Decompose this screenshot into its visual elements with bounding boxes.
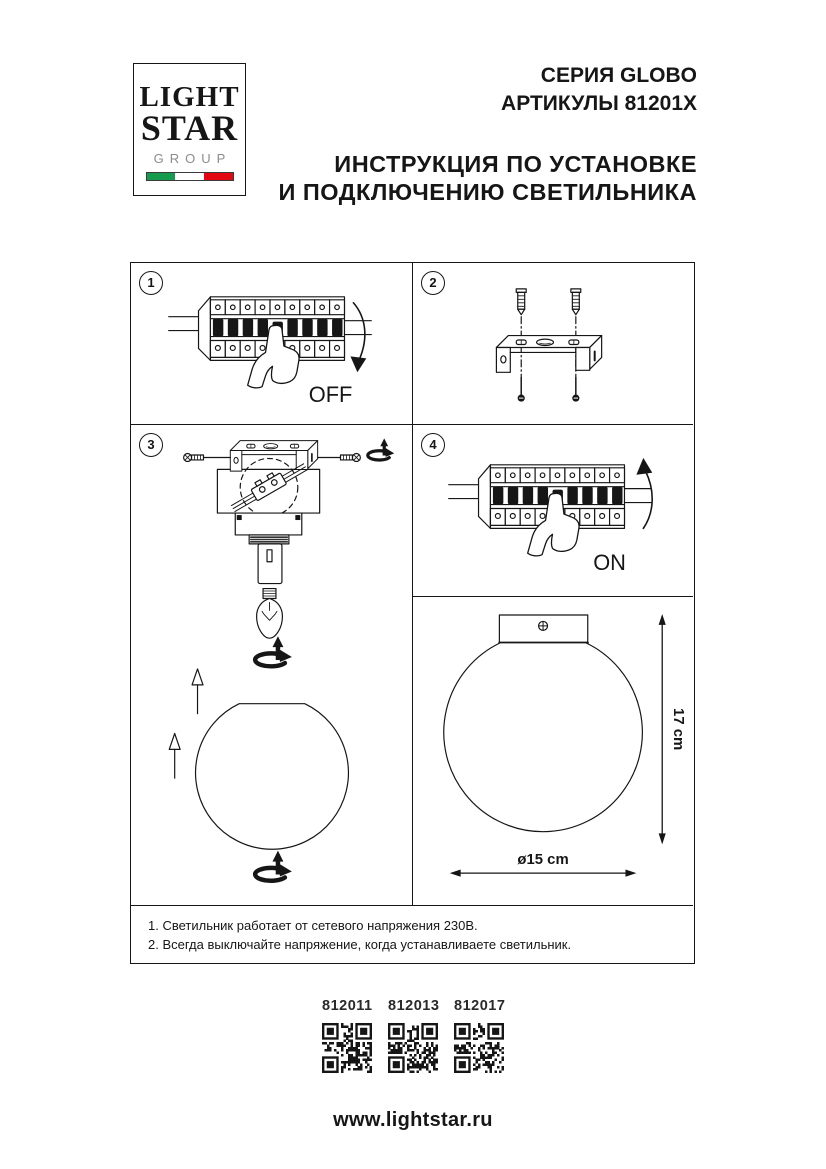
- articles-title: АРТИКУЛЫ 81201X: [501, 92, 697, 115]
- document-header: [278, 62, 697, 206]
- note-line-2: 2. Всегда выключайте напряжение, когда устанавливаете светильник.: [148, 936, 572, 952]
- logo-word-group: GROUP: [153, 151, 232, 166]
- step-2-panel: [413, 263, 693, 425]
- off-label: OFF: [308, 382, 353, 408]
- safety-notes: [131, 905, 693, 962]
- note-line-1: 1. Светильник работает от сетевого напряжения 230В.: [148, 918, 478, 933]
- glass-globe: [196, 704, 349, 850]
- instruction-title-line1: ИНСТРУКЦИЯ ПО УСТАНОВКЕ: [334, 151, 697, 177]
- lift-arrow-icon: [169, 734, 180, 779]
- ceiling-base: [499, 615, 587, 643]
- screw-in-bulb-icon: [255, 636, 292, 666]
- website-url: www.lightstar.ru: [333, 1109, 493, 1131]
- step-1-illustration-breaker-off: [131, 263, 411, 423]
- article-code: 812013: [388, 998, 440, 1014]
- qr-code: [388, 1023, 438, 1073]
- wall-anchor-icon: [516, 289, 526, 315]
- mounting-bracket-icon: [496, 336, 601, 373]
- step-2-illustration-mounting-bracket: [413, 263, 691, 423]
- wall-anchor-icon: [571, 289, 581, 315]
- series-title: СЕРИЯ GLOBO: [540, 64, 697, 87]
- article-item: [454, 998, 504, 1073]
- height-dimension: [659, 614, 686, 844]
- side-screw-left-icon: [184, 454, 231, 462]
- article-code: 812011: [322, 998, 373, 1014]
- flag-red: [204, 173, 233, 180]
- qr-code: [454, 1023, 504, 1073]
- article-codes-block: [0, 998, 826, 1073]
- mounting-bracket-icon: [230, 441, 317, 471]
- screw-icon: [572, 377, 579, 401]
- side-screw-right-icon: [318, 454, 361, 462]
- italian-flag-stripe: [146, 172, 234, 181]
- step-2-number: 2: [421, 271, 445, 295]
- logo-word-star: STAR: [140, 108, 239, 148]
- dimensions-panel: [413, 597, 693, 905]
- instruction-title-line2: И ПОДКЛЮЧЕНИЮ СВЕТИЛЬНИКА: [278, 178, 697, 205]
- article-item: [322, 998, 372, 1073]
- step-1-panel: [131, 263, 413, 425]
- step-4-illustration-breaker-on: [413, 425, 691, 595]
- curved-down-arrow-icon: [353, 303, 364, 360]
- canopy-and-socket: [235, 513, 302, 583]
- article-code: 812017: [454, 998, 506, 1014]
- on-label: ON: [593, 550, 626, 576]
- instruction-diagram-box: [130, 262, 695, 964]
- step-3-number: 3: [139, 433, 163, 457]
- diameter-dimension-label: ø15 cm: [517, 852, 569, 869]
- circuit-breaker-with-hand-icon: [169, 297, 372, 388]
- step-4-number: 4: [421, 433, 445, 457]
- curved-up-arrow-icon: [643, 471, 652, 529]
- article-item: [388, 998, 438, 1073]
- height-dimension-label: 17 cm: [670, 708, 687, 751]
- step-1-number: 1: [139, 271, 163, 295]
- step-4-panel: [413, 425, 693, 597]
- screw-icon: [518, 377, 525, 401]
- qr-code: [322, 1023, 372, 1073]
- logo-word-light: LIGHT: [139, 81, 240, 113]
- diameter-dimension: [450, 852, 637, 877]
- fixture-dimensions-drawing: [413, 597, 691, 903]
- step-3-panel: [131, 425, 413, 905]
- flag-green: [147, 173, 176, 180]
- screw-head-icon: [539, 621, 548, 630]
- flag-white: [175, 173, 204, 180]
- globe-outline: [444, 643, 643, 832]
- step-3-illustration-assembly: [131, 425, 411, 903]
- circuit-breaker-with-hand-icon: [449, 465, 652, 556]
- bulb-icon: [257, 589, 283, 639]
- lightstar-logo: [133, 63, 246, 196]
- lift-arrow-icon: [192, 669, 203, 714]
- screw-on-globe-icon: [255, 851, 292, 881]
- rotate-screw-icon: [368, 438, 394, 460]
